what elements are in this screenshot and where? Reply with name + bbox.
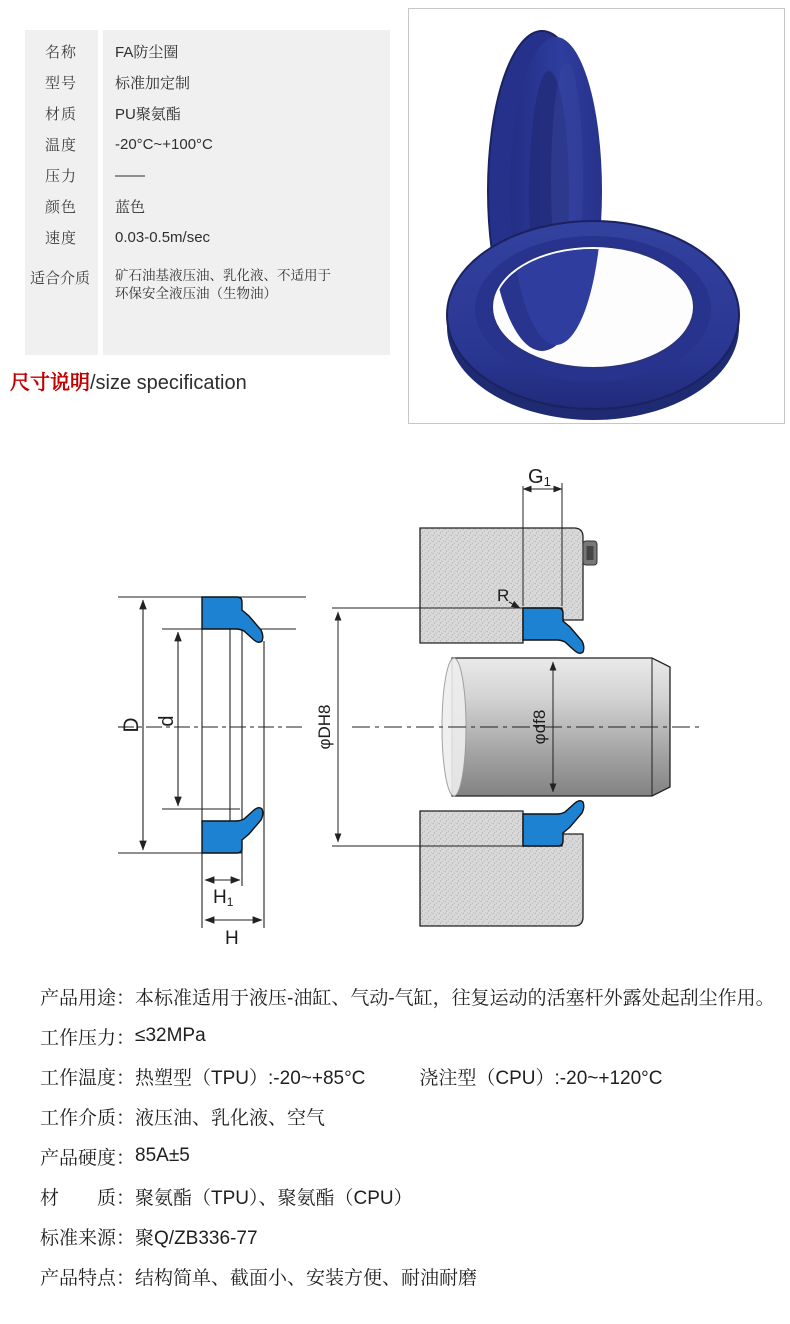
- spec-row-label: 颜色: [45, 199, 78, 216]
- spec-row-label: 名称: [45, 44, 78, 61]
- detail-text: 液压油、乳化液、空气: [135, 1107, 326, 1129]
- spec-row-value: 标准加定制: [115, 75, 191, 92]
- detail-label: 产品用途：: [40, 987, 136, 1009]
- detail-label: 工作温度：: [40, 1067, 136, 1089]
- detail-line: [40, 1256, 780, 1296]
- spec-row-value: [103, 267, 331, 303]
- size-spec-heading-en: /size specification: [90, 372, 247, 394]
- spec-table-row: [25, 129, 390, 160]
- spec-table-row: [25, 98, 390, 129]
- detail-label: 工作介质：: [40, 1107, 136, 1129]
- detail-text: 聚Q/ZB336-77: [135, 1227, 258, 1249]
- detail-label: 产品特点：: [40, 1267, 136, 1289]
- detail-line: [40, 1056, 780, 1096]
- label-D: D: [120, 717, 143, 733]
- spec-table-row: [25, 36, 390, 67]
- detail-text: 85A±5: [135, 1145, 190, 1166]
- label-R: R: [497, 586, 510, 605]
- label-G1: G1: [528, 466, 551, 489]
- label-df8: φdf8: [530, 709, 549, 745]
- size-spec-heading: [10, 366, 247, 395]
- seal-profile-bottom: [202, 808, 263, 853]
- spec-row-value: PU聚氨酯: [115, 106, 181, 123]
- detail-text-2: 浇注型（CPU）:-20~+120°C: [419, 1067, 663, 1089]
- detail-line: [40, 1016, 780, 1056]
- spec-row-label: 适合介质: [30, 270, 91, 287]
- detail-label: 产品硬度：: [40, 1147, 136, 1169]
- detail-label: 标准来源：: [40, 1227, 136, 1249]
- label-DH8: φDH8: [315, 704, 334, 750]
- spec-table-row: [25, 67, 390, 98]
- spec-row-value: ——: [115, 167, 145, 184]
- detail-line: [40, 1136, 780, 1176]
- product-photo-rings: [409, 9, 784, 423]
- dimension-diagram: [0, 440, 790, 980]
- left-section-view: [118, 597, 306, 928]
- detail-line: [40, 1216, 780, 1256]
- spec-row-value: 0.03-0.5m/sec: [115, 229, 211, 246]
- spec-row-label: 型号: [45, 75, 78, 92]
- spec-row-label: 材质: [45, 106, 78, 123]
- label-d: d: [156, 715, 178, 727]
- spec-row-label: 温度: [45, 137, 78, 154]
- detail-label: 工作压力：: [40, 1027, 136, 1049]
- size-spec-heading-cn: 尺寸说明: [10, 372, 90, 394]
- spec-row-value: -20°C~+100°C: [115, 136, 213, 153]
- spec-row-value: 蓝色: [115, 199, 146, 216]
- detail-text: ≤32MPa: [135, 1025, 206, 1046]
- detail-line: [40, 976, 780, 1016]
- detail-text: 聚氨酯（TPU）、聚氨酯（CPU）: [135, 1187, 413, 1209]
- media-value-line2: 环保安全液压油（生物油）: [115, 286, 277, 301]
- detail-line: [40, 1176, 780, 1216]
- spec-table-row: [25, 191, 390, 222]
- spec-row-value: FA防尘圈: [115, 44, 179, 61]
- product-photo: [408, 8, 785, 424]
- spec-row-label: 速度: [45, 230, 78, 247]
- media-value-line1: 矿石油基液压油、乳化液、不适用于: [115, 268, 331, 283]
- label-H: H: [225, 928, 239, 949]
- spec-table: [25, 36, 390, 303]
- screw-detail: [583, 541, 597, 565]
- seal-profile-top: [202, 597, 263, 642]
- spec-table-row: [25, 222, 390, 253]
- detail-text: 热塑型（TPU）:-20~+85°C: [135, 1067, 366, 1089]
- spec-table-row: [25, 160, 390, 191]
- detail-text: 本标准适用于液压-油缸、气动-气缸，往复运动的活塞杆外露处起刮尘作用。: [135, 987, 775, 1009]
- detail-line: [40, 1096, 780, 1136]
- spec-table-media-row: [25, 267, 390, 303]
- installed-section-view: [332, 483, 704, 926]
- spec-row-label: 压力: [45, 168, 78, 185]
- product-details: [40, 976, 780, 1296]
- detail-label: 材 质：: [40, 1187, 136, 1209]
- detail-text: 结构简单、截面小、安装方便、耐油耐磨: [135, 1267, 478, 1289]
- label-H1: H1: [213, 887, 234, 909]
